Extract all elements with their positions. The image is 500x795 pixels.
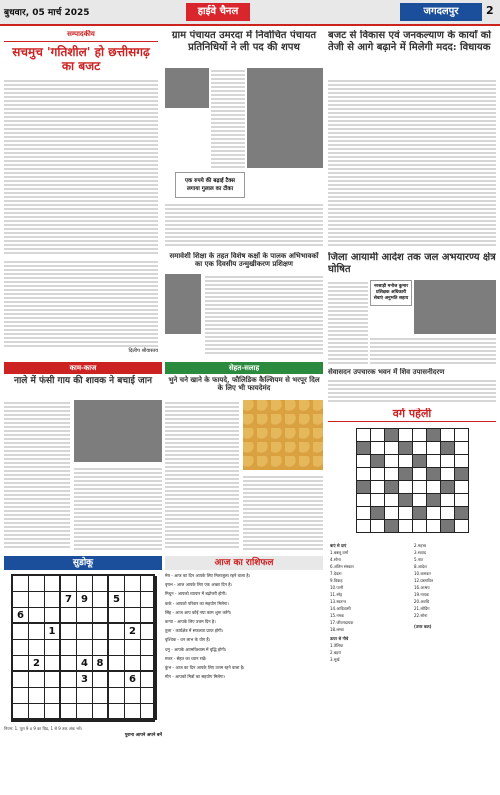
sudoku-cell xyxy=(13,640,29,656)
water-headline: जिला आयामी आदेश तक जल अभयारण्य क्षेत्र घोषित xyxy=(328,252,496,275)
clues-down-heading: ऊपर से नीचे xyxy=(330,636,349,641)
sudoku-cell xyxy=(61,624,77,640)
sudoku-cell xyxy=(77,640,93,656)
sudoku-cell xyxy=(45,640,61,656)
sudoku-cell xyxy=(77,608,93,624)
editorial-byline: दिलीप श्रीवास्तव xyxy=(128,347,158,354)
clue-item: 1.तेलिया xyxy=(330,643,344,648)
editorial-headline: सचमुच 'गतिशील' हो छत्तीसगढ़ का बजट xyxy=(12,45,150,73)
clue-item: 17.जीवनदायक xyxy=(330,620,354,625)
sudoku-cell xyxy=(77,624,93,640)
sudoku-cell xyxy=(61,688,77,704)
horoscope-item: वृषभ - आज आपके लिए एक अच्छा दिन है। xyxy=(165,582,233,588)
panchayat-body-text xyxy=(165,202,323,246)
clue-item: 2.बहरा xyxy=(330,650,341,655)
header-date: बुधवार, 05 मार्च 2025 xyxy=(4,8,90,18)
clue-item: 8.आदेश xyxy=(414,564,427,569)
panchayat-headline: ग्राम पंचायत उमरदा में निर्वाचित पंचायत प्रतिनिधियों ने ली पद की शपथ xyxy=(171,30,317,53)
sudoku-cell xyxy=(109,688,125,704)
sudoku-cell xyxy=(141,624,157,640)
sudoku-cell xyxy=(125,608,141,624)
sudoku-cell xyxy=(45,672,61,688)
sudoku-cell: 2 xyxy=(29,656,45,672)
sudoku-cell xyxy=(109,624,125,640)
editorial-body-text xyxy=(4,78,158,256)
sudoku-cell xyxy=(13,576,29,592)
shiv-headline: सेवासदन उपचारक भवन में शिव उपासनीदरण xyxy=(328,368,445,376)
sudoku-cell xyxy=(29,688,45,704)
sudoku-cell xyxy=(109,672,125,688)
sudoku-grid xyxy=(11,574,155,722)
horoscope-item: धनु - आपके आत्मविश्वास में वृद्धि होगी। xyxy=(165,646,227,652)
crossword-clues-right xyxy=(414,542,494,630)
sudoku-cell xyxy=(93,688,109,704)
sudoku-cell xyxy=(61,608,77,624)
sudoku-cell: 1 xyxy=(45,624,61,640)
sudoku-cell xyxy=(45,576,61,592)
sudoku-cell xyxy=(125,640,141,656)
editorial-body-text-2 xyxy=(4,259,158,347)
story-water xyxy=(328,252,496,366)
sudoku-cell xyxy=(125,576,141,592)
sudoku-cell xyxy=(93,608,109,624)
sudoku-cell xyxy=(13,624,29,640)
water-photo xyxy=(414,280,496,334)
sudoku-cell: 3 xyxy=(77,672,93,688)
sudoku-cell xyxy=(141,640,157,656)
education-photo xyxy=(165,274,201,334)
health-section xyxy=(165,362,323,552)
clue-item: 18.लम्बा xyxy=(330,627,344,632)
water-body-text xyxy=(328,280,368,366)
clue-item: 13.स्वतन्त्र xyxy=(330,599,346,604)
kaam-kaj-section xyxy=(4,362,162,552)
sudoku-cell xyxy=(109,656,125,672)
sudoku-cell xyxy=(29,592,45,608)
sudoku-cell xyxy=(125,688,141,704)
horoscope-item: मेष - आज का दिन आपके लिए मिलाजुला रहने वाला है। xyxy=(165,573,251,578)
sudoku-cell xyxy=(29,704,45,720)
kaam-headline: नाले में फंसी गाय की शावक ने बचाई जान xyxy=(13,376,153,386)
chickpea-photo xyxy=(243,400,323,470)
panchayat-boxed-quote: एक रुपये की बढ़ाई टैक्स लगाया गुलाल का टीका xyxy=(175,172,245,198)
page-number: 2 xyxy=(486,4,494,17)
clue-item: 20.अवधि xyxy=(414,599,430,604)
story-shiv xyxy=(328,368,496,404)
sudoku-cell xyxy=(45,656,61,672)
clue-item: 6.अंतिम संस्कार xyxy=(330,564,354,569)
sudoku-cell xyxy=(61,576,77,592)
sudoku-cell xyxy=(13,704,29,720)
horoscope-item: मीन - आपको मित्रों का सहयोग मिलेगा। xyxy=(165,674,226,680)
clue-item: 12.प्रस्तावित xyxy=(414,578,434,583)
crossword-section xyxy=(328,408,496,792)
sudoku-cell xyxy=(93,576,109,592)
newspaper-brand: हाईवे चैनल xyxy=(186,3,250,21)
horoscope-item: कर्क - आपको परिवार का सहयोग मिलेगा। xyxy=(165,600,229,606)
horoscope-item: मकर - सेहत का ध्यान रखें। xyxy=(165,655,207,661)
horoscope-item: कुंभ - आज का दिन आपके लिए उत्तम रहने वाला है। xyxy=(165,665,245,671)
sudoku-cell xyxy=(93,640,109,656)
sudoku-cell xyxy=(141,608,157,624)
sudoku-cell xyxy=(93,624,109,640)
sudoku-cell xyxy=(109,576,125,592)
sudoku-cell xyxy=(77,688,93,704)
sudoku-cell xyxy=(109,640,125,656)
sudoku-cell xyxy=(141,576,157,592)
editorial-section-label: सम्पादकीय xyxy=(4,30,158,42)
clue-item: 11.स्नेह xyxy=(330,592,343,597)
crossword-answer-note: (उत्तर कल) xyxy=(414,624,432,629)
sudoku-cell: 8 xyxy=(93,656,109,672)
sudoku-cell xyxy=(45,608,61,624)
sudoku-cell xyxy=(13,656,29,672)
sudoku-cell: 5 xyxy=(109,592,125,608)
sudoku-cell xyxy=(61,672,77,688)
sudoku-section xyxy=(4,556,162,792)
sudoku-title: सुडोकू xyxy=(4,556,162,570)
horoscope-title: आज का राशिफल xyxy=(165,556,323,570)
sudoku-cell xyxy=(29,608,45,624)
sudoku-cell: 6 xyxy=(125,672,141,688)
clue-item: 9.विवाह xyxy=(330,578,343,583)
horoscope-item: सिंह - आज आप कोई नया काम शुरू करेंगे। xyxy=(165,609,232,615)
clue-item: 15.नमक xyxy=(330,613,345,618)
clue-item: 10.पत्नी xyxy=(330,585,344,590)
clue-item: 19.नायक xyxy=(414,592,430,597)
sudoku-cell: 4 xyxy=(77,656,93,672)
clue-item: 4.सोना xyxy=(330,557,341,562)
health-body-text xyxy=(165,400,239,550)
crossword-clues-left xyxy=(330,542,410,663)
clue-item: 5.नाट xyxy=(414,557,424,562)
shiv-body-text xyxy=(328,378,496,402)
sudoku-cell xyxy=(141,672,157,688)
story-panchayat xyxy=(165,30,323,248)
story-budget xyxy=(328,30,496,248)
sudoku-cell xyxy=(13,672,29,688)
sudoku-cell xyxy=(77,704,93,720)
sudoku-cell xyxy=(13,592,29,608)
health-body-text-2 xyxy=(243,474,323,550)
sudoku-cell xyxy=(125,704,141,720)
story-education xyxy=(165,252,323,356)
panchayat-text-col xyxy=(211,68,245,168)
sudoku-cell xyxy=(125,656,141,672)
sudoku-cell xyxy=(141,656,157,672)
sudoku-footer: पुराना आपने अपने बनें xyxy=(124,733,162,738)
sudoku-cell xyxy=(45,592,61,608)
sudoku-cell xyxy=(93,704,109,720)
health-tag: सेहत-सलाह xyxy=(165,362,323,374)
sudoku-rules: नियम: 1. पूरा 9 x 9 का ग्रिड, 1 से 9 तक अंक भरें। xyxy=(4,726,83,731)
sudoku-cell xyxy=(109,608,125,624)
sudoku-cell xyxy=(109,704,125,720)
sudoku-cell: 6 xyxy=(13,608,29,624)
water-body-text-2 xyxy=(370,336,496,366)
horoscope-item: मिथुन - आपको व्यापार में बढ़ोत्तरी होगी। xyxy=(165,591,227,597)
sudoku-cell xyxy=(45,704,61,720)
clue-item: 7.देवता xyxy=(330,571,342,576)
crossword-title: वर्ग पहेली xyxy=(328,408,496,422)
sudoku-cell xyxy=(141,688,157,704)
editorial-column xyxy=(4,30,158,356)
sudoku-cell xyxy=(29,672,45,688)
sudoku-cell: 2 xyxy=(125,624,141,640)
clue-item: 3.सवाद xyxy=(414,550,426,555)
horoscope-item: तुला - कार्यक्षेत्र में सफलता प्राप्त होगी। xyxy=(165,628,224,634)
sudoku-cell xyxy=(125,592,141,608)
kaam-photo xyxy=(74,400,162,462)
sudoku-cell xyxy=(61,704,77,720)
clue-item: 22.सोना xyxy=(414,613,428,618)
kaam-body-text xyxy=(4,400,70,550)
clue-item: 10.कसकर xyxy=(414,571,431,576)
sudoku-cell xyxy=(45,688,61,704)
sudoku-cell xyxy=(77,576,93,592)
sudoku-cell xyxy=(141,592,157,608)
sudoku-cell xyxy=(93,672,109,688)
panchayat-photo-1 xyxy=(165,68,209,108)
budget-headline: बजट से विकास एवं जनकल्याण के कार्यों को तेजी से आगे बढ़ाने में मिलेगी मदद: विधायक xyxy=(328,30,492,53)
horoscope-section xyxy=(165,556,323,792)
sudoku-cell xyxy=(13,688,29,704)
horoscope-item: वृश्चिक - धन लाभ के योग हैं। xyxy=(165,637,211,643)
sudoku-cell xyxy=(141,704,157,720)
clue-item: 16.आश्रय xyxy=(414,585,430,590)
clue-item: 14.आदिवासी xyxy=(330,606,351,611)
clues-left-heading: बाएं से दाएं xyxy=(330,543,347,548)
sudoku-cell xyxy=(93,592,109,608)
education-body-text xyxy=(205,274,323,354)
kaam-caption-text xyxy=(74,466,162,550)
water-boxed-quote: नरसाड़ी मनोज कुमार प्रशिक्षक अधिकारी सेवाएं अनुभति सहाय xyxy=(370,280,412,306)
sudoku-cell xyxy=(29,576,45,592)
clue-item: 2.महत्त्व xyxy=(414,543,427,548)
clue-item: 1.बबलू वर्मा xyxy=(330,550,349,555)
health-headline: भुने चने खाने के फायदे, फौलिडिक कैल्शियम से भरपूर दिल के लिए भी फायदेमंद xyxy=(168,375,320,393)
budget-body-text xyxy=(328,78,496,248)
sudoku-cell xyxy=(61,656,77,672)
sudoku-cell: 7 xyxy=(61,592,77,608)
sudoku-cell: 9 xyxy=(77,592,93,608)
sudoku-cell xyxy=(61,640,77,656)
kaam-kaj-tag: काम-काज xyxy=(4,362,162,374)
panchayat-photo-2 xyxy=(247,68,323,168)
horoscope-item: कन्या - आपके लिए उत्तम दिन है। xyxy=(165,619,216,625)
city-tag: जगदलपुर xyxy=(400,3,482,21)
sudoku-cell xyxy=(29,624,45,640)
clue-item: 3.मूर्ख xyxy=(330,657,340,662)
crossword-grid xyxy=(356,428,469,533)
sudoku-cell xyxy=(29,640,45,656)
education-headline: समावेशी शिक्षा के तहत विशेष कक्षों के पालक अभिभावकों का एक दिवसीय उन्मुखीकरण प्रशिक्षण xyxy=(169,252,319,269)
page-header xyxy=(0,0,500,26)
clue-item: 21.लोडिंग xyxy=(414,606,430,611)
